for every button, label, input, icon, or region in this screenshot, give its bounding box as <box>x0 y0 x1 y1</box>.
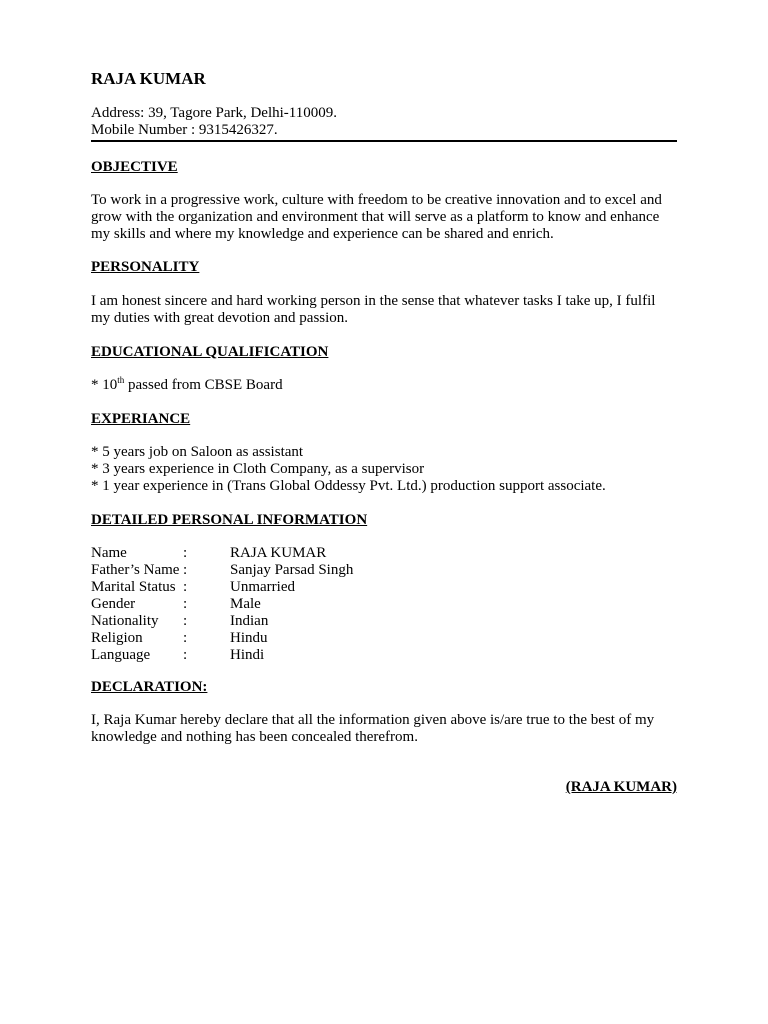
resume-page <box>91 0 677 1024</box>
info-value: Hindi <box>230 647 265 663</box>
experience-item: * 1 year experience in (Trans Global Oddessy Pvt. Ltd.) production support associate. <box>91 478 606 494</box>
info-separator: : <box>183 596 188 612</box>
personality-text: I am honest sincere and hard working person in the sense that whatever tasks I take up, I fulfil my duties with great devotion and passion. <box>91 293 656 326</box>
info-separator: : <box>183 630 188 646</box>
info-value: Indian <box>230 613 269 629</box>
experience-item: * 3 years experience in Cloth Company, as a supervisor <box>91 461 425 477</box>
info-label: Marital Status <box>91 579 176 595</box>
info-label: Nationality <box>91 613 159 629</box>
info-separator: : <box>183 562 188 578</box>
declaration-text: I, Raja Kumar hereby declare that all the information given above is/are true to the best of my knowledge and nothing has been concealed therefrom. <box>91 712 655 745</box>
education-item-superscript: th <box>117 375 125 385</box>
info-label: Religion <box>91 630 143 646</box>
education-item-prefix: * 10 <box>91 377 118 393</box>
info-label: Language <box>91 647 151 663</box>
address-line: Address: 39, Tagore Park, Delhi-110009. <box>91 105 337 121</box>
header-divider <box>91 140 677 142</box>
contact-block <box>91 105 337 139</box>
info-row-religion <box>91 630 677 647</box>
info-separator: : <box>183 579 188 595</box>
objective-heading: OBJECTIVE <box>91 159 178 175</box>
mobile-line: Mobile Number : 9315426327. <box>91 122 278 138</box>
education-heading: EDUCATIONAL QUALIFICATION <box>91 344 329 360</box>
info-row-marital-status <box>91 579 677 596</box>
signature-name: (RAJA KUMAR) <box>565 779 677 795</box>
info-label: Name <box>91 545 127 561</box>
experience-section <box>91 444 677 495</box>
info-row-language <box>91 647 677 664</box>
info-value: Male <box>230 596 261 612</box>
personality-section <box>91 293 677 327</box>
objective-text: To work in a progressive work, culture with freedom to be creative innovation and to excel and grow with the organization and environment that will serve as a platform to know and enhance my skills and where my knowledge and experience can be shared and enrich. <box>91 192 662 242</box>
info-row-name <box>91 545 677 562</box>
info-value: Sanjay Parsad Singh <box>230 562 354 578</box>
info-row-nationality <box>91 613 677 630</box>
declaration-section <box>91 712 677 746</box>
info-separator: : <box>183 613 188 629</box>
info-row-fathers-name <box>91 562 677 579</box>
info-label: Father’s Name <box>91 562 180 578</box>
info-row-gender <box>91 596 677 613</box>
education-item-rest: passed from CBSE Board <box>124 377 283 393</box>
personality-heading: PERSONALITY <box>91 259 200 275</box>
info-separator: : <box>183 647 188 663</box>
personal-info-table <box>91 545 677 664</box>
education-section <box>91 377 677 394</box>
experience-heading: EXPERIANCE <box>91 411 191 427</box>
education-item <box>91 377 677 394</box>
personal-info-heading: DETAILED PERSONAL INFORMATION <box>91 512 368 528</box>
info-separator: : <box>183 545 188 561</box>
objective-section <box>91 192 677 243</box>
candidate-name: RAJA KUMAR <box>91 69 206 88</box>
info-label: Gender <box>91 596 136 612</box>
info-value: RAJA KUMAR <box>230 545 327 561</box>
declaration-heading: DECLARATION: <box>91 679 208 695</box>
experience-item: * 5 years job on Saloon as assistant <box>91 444 304 460</box>
info-value: Hindu <box>230 630 268 646</box>
info-value: Unmarried <box>230 579 295 595</box>
